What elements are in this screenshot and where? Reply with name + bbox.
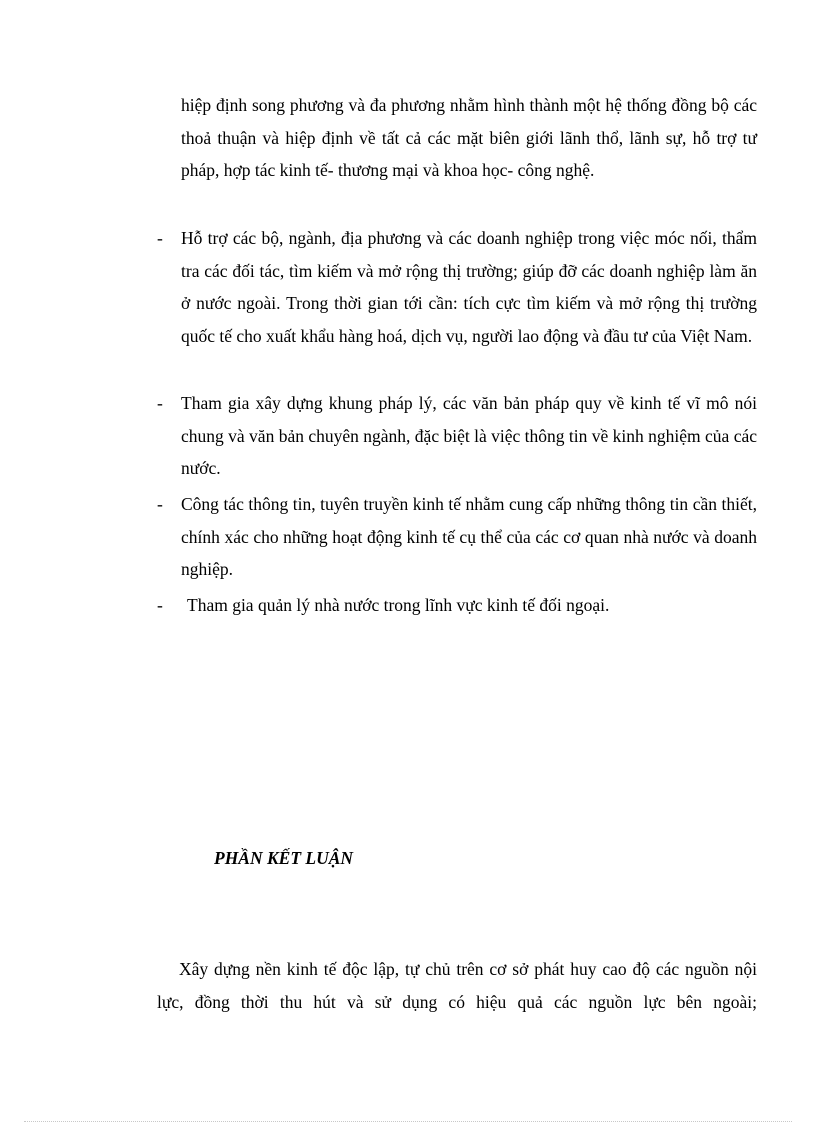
intro-paragraph: hiệp định song phương và đa phương nhằm hình thành một hệ thống đồng bộ các thoả thuận và hiệp định về tất cả các mặt biên giới lãnh thổ, lãnh sự, hỗ trợ tư pháp, hợp tác kinh tế- thương mại và khoa học- công nghệ. <box>181 95 757 181</box>
bullet-marker: - <box>157 228 163 248</box>
page-bottom-divider <box>24 1121 792 1122</box>
bullet-marker: - <box>157 494 163 514</box>
bullet-text: Công tác thông tin, tuyên truyền kinh tế nhằm cung cấp những thông tin cần thiết, chính xác cho những hoạt động kinh tế cụ thể của các cơ quan nhà nước và doanh nghiệp. <box>181 494 757 580</box>
bullet-text: Tham gia quản lý nhà nước trong lĩnh vực kinh tế đối ngoại. <box>187 595 610 615</box>
bullet-marker: - <box>157 595 163 615</box>
conclusion-paragraph: Xây dựng nền kinh tế độc lập, tự chủ trên cơ sở phát huy cao độ các nguồn nội lực, đồng thời thu hút và sử dụng có hiệu quả các nguồn lực bên ngoài; <box>157 959 757 1012</box>
bullet-text: Hỗ trợ các bộ, ngành, địa phương và các doanh nghiệp trong việc móc nối, thẩm tra các đối tác, tìm kiếm và mở rộng thị trường; giúp đỡ các doanh nghiệp làm ăn ở nước ngoài. Trong thời gian tới cần: tích cực tìm kiếm và mở rộng thị trường quốc tế cho xuất khẩu hàng hoá, dịch vụ, người lao động và đầu tư của Việt Nam. <box>181 228 757 347</box>
section-heading: PHẦN KẾT LUẬN <box>214 848 354 868</box>
bullet-text: Tham gia xây dựng khung pháp lý, các văn bản pháp quy về kinh tế vĩ mô nói chung và văn bản chuyên ngành, đặc biệt là việc thông tin về kinh nghiệm của các nước. <box>181 393 757 479</box>
bullet-marker: - <box>157 393 163 413</box>
